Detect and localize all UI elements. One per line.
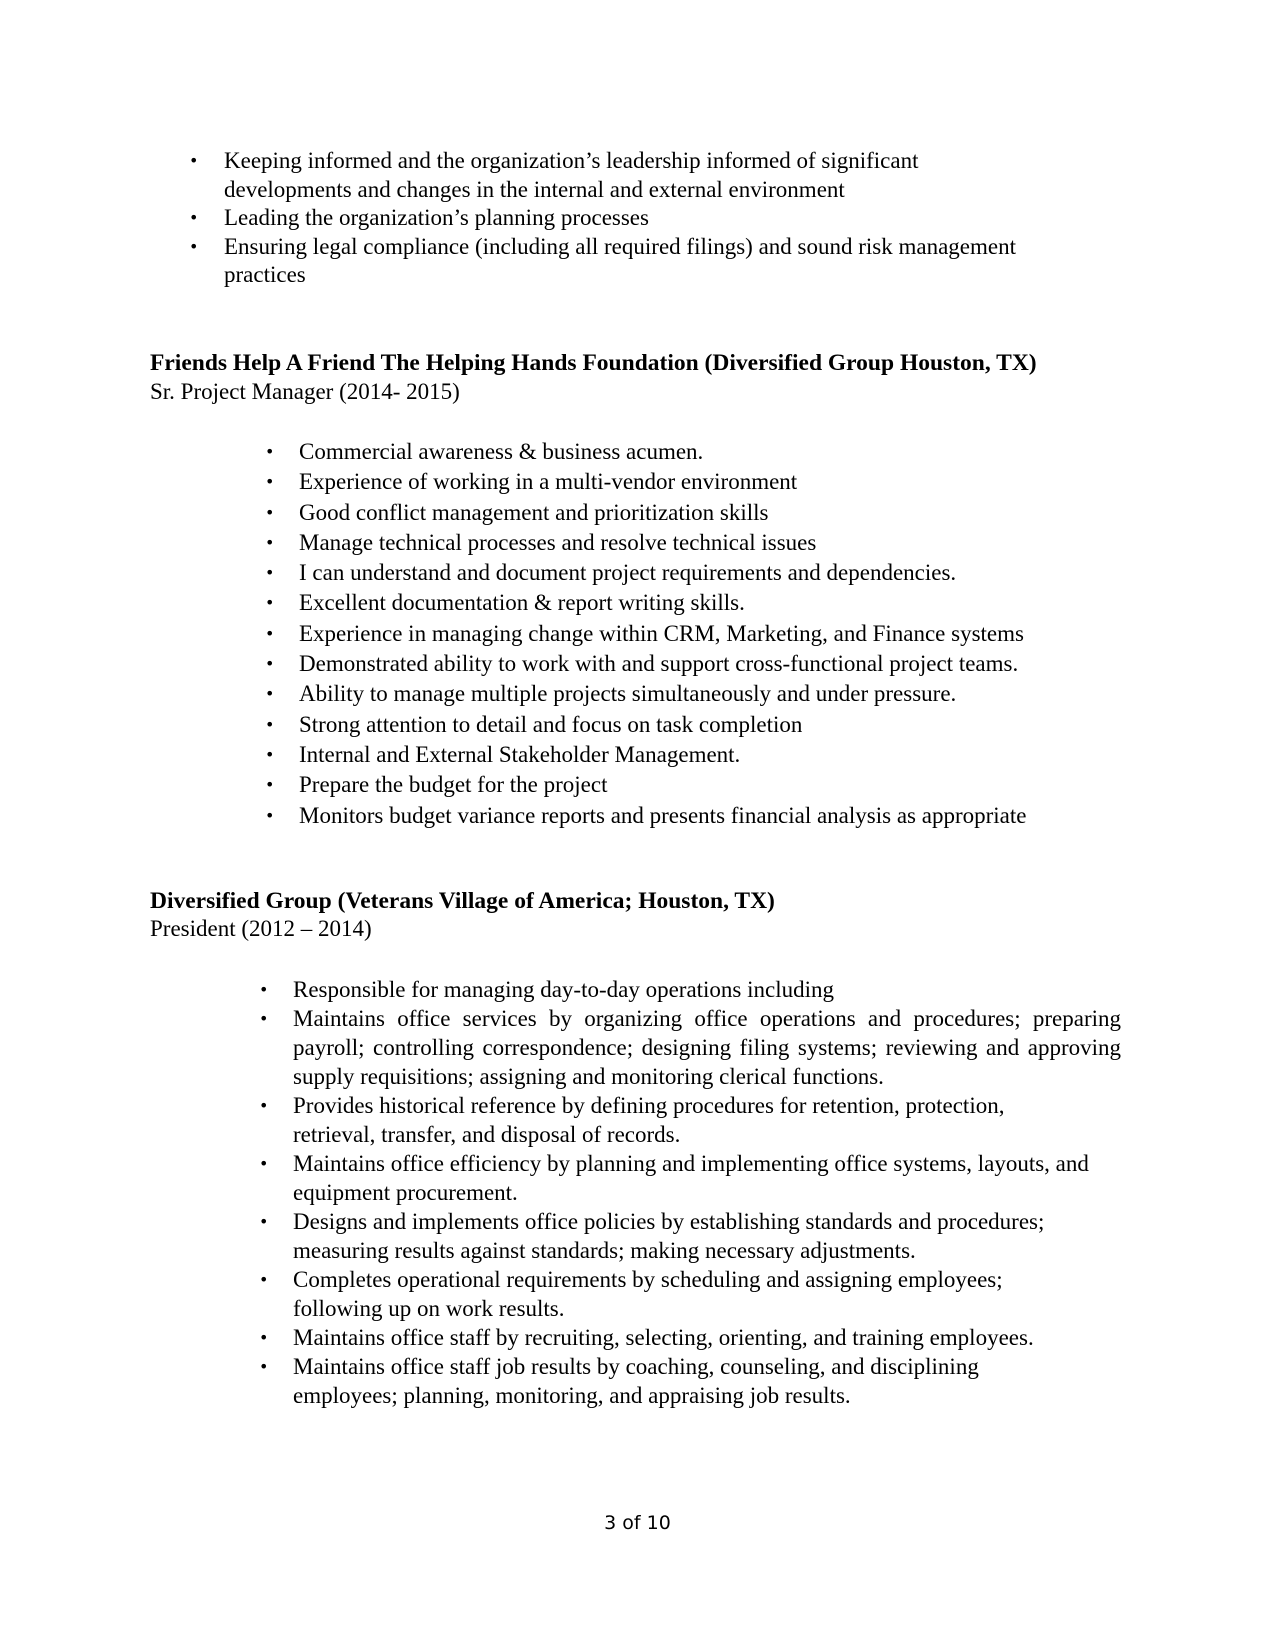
bullet-icon: • [259, 1328, 269, 1347]
list-item-text: Provides historical reference by defining procedures for retention, protection, retrieval, transfer, and disposal of records. [293, 1093, 1005, 1147]
bullet-icon: • [259, 1357, 269, 1376]
bullet-icon: • [265, 472, 275, 492]
list-item [189, 147, 964, 204]
list-item [265, 437, 1119, 467]
bullet-icon: • [265, 805, 275, 825]
list-item-text: Ensuring legal compliance (including all required filings) and sound risk management practices [224, 233, 1017, 287]
bullet-icon: • [265, 442, 275, 461]
list-item [259, 975, 1121, 1004]
job-role: Sr. Project Manager (2014- 2015) [150, 379, 460, 404]
list-item-text: Designs and implements office policies by establishing standards and procedures; measuring results against standards; making necessary adjustments. [293, 1209, 1045, 1263]
bullet-icon: • [265, 623, 275, 643]
list-item-text: Maintains office staff by recruiting, selecting, orienting, and training employees. [293, 1325, 1034, 1350]
list-item [189, 233, 1074, 290]
list-item [189, 204, 1104, 233]
responsibilities-list [189, 147, 1104, 290]
list-item [265, 558, 1119, 588]
list-item [265, 679, 1119, 709]
job-role: President (2012 – 2014) [150, 916, 372, 941]
bullet-icon: • [189, 236, 199, 256]
list-item-text: Leading the organization’s planning processes [224, 205, 649, 230]
list-item [265, 619, 1119, 649]
list-item [265, 740, 1119, 770]
list-item-text: Manage technical processes and resolve technical issues [299, 529, 817, 555]
list-item-text: Keeping informed and the organization’s leadership informed of significant developments and changes in the internal and external environment [224, 148, 919, 202]
job-bullets-list [265, 437, 1119, 831]
list-item [265, 498, 1119, 528]
bullet-icon: • [259, 1212, 269, 1231]
list-item-text: Completes operational requirements by scheduling and assigning employees; following up on work results. [293, 1267, 1003, 1321]
list-item-text: Ability to manage multiple projects simultaneously and under pressure. [299, 681, 957, 707]
list-item-text: Responsible for managing day-to-day operations including [293, 977, 835, 1002]
bullet-icon: • [189, 151, 199, 170]
list-item [265, 588, 1119, 618]
job-title-heading: Friends Help A Friend The Helping Hands Foundation (Diversified Group Houston, TX) [150, 350, 1037, 376]
bullet-icon: • [259, 1009, 269, 1028]
bullet-icon: • [189, 208, 199, 227]
bullet-icon: • [265, 502, 275, 522]
page-number: 3 of 10 [604, 1512, 671, 1534]
list-item-text: Internal and External Stakeholder Management. [299, 741, 741, 767]
list-item-text: Demonstrated ability to work with and support cross-functional project teams. [299, 651, 1019, 677]
bullet-icon: • [259, 1270, 269, 1289]
bullet-icon: • [265, 532, 275, 552]
list-item [259, 1207, 1121, 1265]
list-item-text: I can understand and document project requirements and dependencies. [299, 560, 957, 586]
list-item [265, 649, 1119, 679]
job-title-heading: Diversified Group (Veterans Village of America; Houston, TX) [150, 888, 775, 914]
bullet-icon: • [265, 684, 275, 704]
list-item-text: Prepare the budget for the project [299, 772, 608, 798]
list-item-text: Excellent documentation & report writing skills. [299, 590, 745, 616]
list-item-text: Experience of working in a multi-vendor environment [299, 469, 798, 495]
list-item-text: Maintains office staff job results by coaching, counseling, and disciplining employees; planning, monitoring, and appraising job results. [293, 1354, 979, 1408]
list-item-text: Experience in managing change within CRM, Marketing, and Finance systems [299, 620, 1024, 646]
list-item [259, 1323, 1121, 1352]
list-item [265, 467, 1119, 497]
list-item [259, 1265, 1083, 1323]
bullet-icon: • [265, 654, 275, 674]
list-item-text: Commercial awareness & business acumen. [299, 439, 704, 464]
list-item-text: Good conflict management and prioritization skills [299, 499, 769, 525]
list-item [259, 1091, 1053, 1149]
list-item-text: Maintains office efficiency by planning and implementing office systems, layouts, and equipment procurement. [293, 1151, 1089, 1205]
bullet-icon: • [259, 1154, 269, 1173]
bullet-icon: • [265, 714, 275, 734]
list-item-text: Strong attention to detail and focus on task completion [299, 711, 803, 737]
bullet-icon: • [259, 980, 269, 999]
list-item [265, 528, 1119, 558]
list-item [259, 1352, 1053, 1410]
list-item-text: Monitors budget variance reports and presents financial analysis as appropriate [299, 802, 1027, 828]
bullet-icon: • [259, 1096, 269, 1115]
list-item [265, 710, 1119, 740]
list-item-text: Maintains office services by organizing office operations and procedures; preparing payroll; controlling correspondence; designing filing systems; reviewing and approving supply requisitions; assigning and monitoring clerical functions. [293, 1006, 1121, 1089]
bullet-icon: • [265, 775, 275, 795]
list-item [259, 1004, 1121, 1091]
bullet-icon: • [265, 563, 275, 583]
list-item [265, 770, 1119, 800]
job-bullets-list [259, 975, 1121, 1410]
list-item [265, 801, 1119, 831]
list-item [259, 1149, 1121, 1207]
bullet-icon: • [265, 593, 275, 613]
bullet-icon: • [265, 744, 275, 764]
